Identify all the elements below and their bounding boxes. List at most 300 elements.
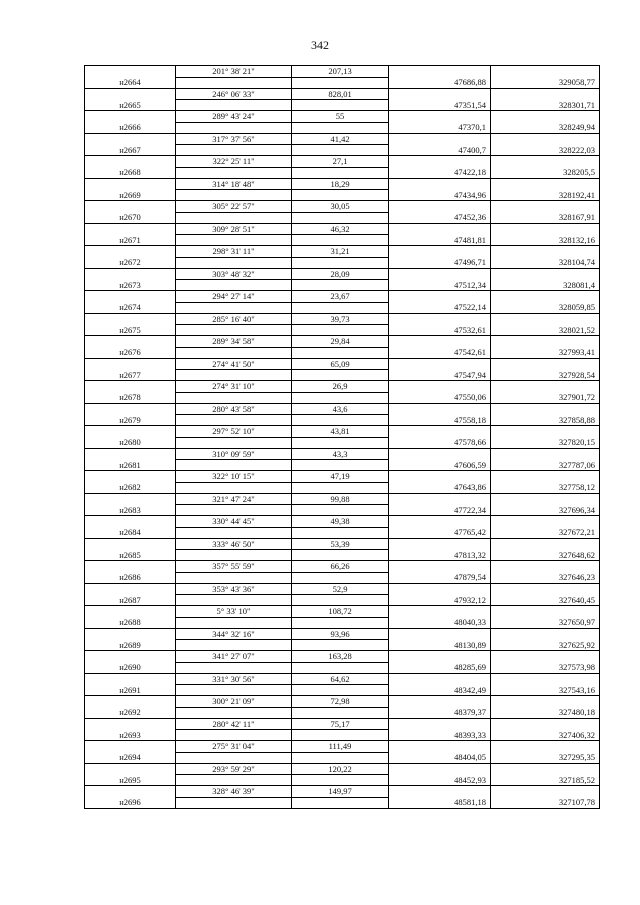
- y-coordinate-cell: 328249,94: [491, 122, 600, 133]
- distance-cell: 28,09: [292, 268, 389, 280]
- distance-cell: [292, 167, 389, 178]
- point-cell: н2688: [85, 617, 176, 628]
- y-coordinate-cell: 328301,71: [491, 100, 600, 111]
- point-cell: [85, 651, 176, 663]
- y-coordinate-cell: 327928,54: [491, 370, 600, 381]
- point-cell: н2674: [85, 302, 176, 313]
- angle-cell: [176, 640, 292, 651]
- x-coordinate-cell: [389, 606, 491, 618]
- distance-cell: [292, 730, 389, 741]
- segment-row: [85, 268, 600, 280]
- y-coordinate-cell: 328167,91: [491, 212, 600, 223]
- y-coordinate-cell: 327696,34: [491, 505, 600, 516]
- angle-cell: [176, 662, 292, 673]
- angle-cell: [176, 617, 292, 628]
- distance-cell: 93,96: [292, 628, 389, 640]
- segment-row: [85, 88, 600, 100]
- point-row: [85, 167, 600, 178]
- point-cell: н2672: [85, 257, 176, 268]
- y-coordinate-cell: [491, 673, 600, 685]
- distance-cell: 23,67: [292, 291, 389, 303]
- distance-cell: 47,19: [292, 471, 389, 483]
- point-cell: [85, 133, 176, 145]
- point-cell: [85, 268, 176, 280]
- x-coordinate-cell: [389, 628, 491, 640]
- y-coordinate-cell: 327858,88: [491, 415, 600, 426]
- point-cell: н2675: [85, 325, 176, 336]
- x-coordinate-cell: [389, 763, 491, 775]
- distance-cell: [292, 415, 389, 426]
- x-coordinate-cell: 48379,37: [389, 707, 491, 718]
- point-cell: н2696: [85, 797, 176, 808]
- point-cell: н2676: [85, 347, 176, 358]
- segment-row: [85, 696, 600, 708]
- angle-cell: [176, 707, 292, 718]
- point-cell: н2682: [85, 482, 176, 493]
- angle-cell: [176, 437, 292, 448]
- x-coordinate-cell: [389, 651, 491, 663]
- angle-cell: 201° 38' 21": [176, 66, 292, 78]
- segment-row: [85, 313, 600, 325]
- point-cell: н2665: [85, 100, 176, 111]
- segment-row: [85, 246, 600, 258]
- x-coordinate-cell: 48285,69: [389, 662, 491, 673]
- y-coordinate-cell: 328104,74: [491, 257, 600, 268]
- segment-row: [85, 651, 600, 663]
- point-cell: [85, 763, 176, 775]
- x-coordinate-cell: [389, 786, 491, 798]
- y-coordinate-cell: [491, 786, 600, 798]
- distance-cell: [292, 797, 389, 808]
- point-cell: [85, 606, 176, 618]
- point-row: [85, 505, 600, 516]
- angle-cell: [176, 257, 292, 268]
- y-coordinate-cell: 328132,16: [491, 235, 600, 246]
- angle-cell: [176, 550, 292, 561]
- distance-cell: [292, 617, 389, 628]
- distance-cell: [292, 280, 389, 291]
- y-coordinate-cell: 327787,06: [491, 460, 600, 471]
- point-cell: н2692: [85, 707, 176, 718]
- point-cell: [85, 156, 176, 168]
- segment-row: [85, 718, 600, 730]
- y-coordinate-cell: [491, 403, 600, 415]
- distance-cell: [292, 640, 389, 651]
- angle-cell: [176, 415, 292, 426]
- point-cell: [85, 493, 176, 505]
- distance-cell: 43,81: [292, 426, 389, 438]
- point-row: [85, 280, 600, 291]
- distance-cell: 207,13: [292, 66, 389, 78]
- angle-cell: 321° 47' 24": [176, 493, 292, 505]
- angle-cell: 274° 31' 10": [176, 381, 292, 393]
- angle-cell: [176, 347, 292, 358]
- angle-cell: [176, 685, 292, 696]
- segment-row: [85, 561, 600, 573]
- angle-cell: 333° 46' 50": [176, 538, 292, 550]
- angle-cell: 289° 43' 24": [176, 111, 292, 123]
- distance-cell: 65,09: [292, 358, 389, 370]
- segment-row: [85, 606, 600, 618]
- point-row: [85, 437, 600, 448]
- point-cell: н2666: [85, 122, 176, 133]
- segment-row: [85, 741, 600, 753]
- angle-cell: [176, 797, 292, 808]
- distance-cell: [292, 392, 389, 403]
- y-coordinate-cell: [491, 111, 600, 123]
- point-row: [85, 707, 600, 718]
- distance-cell: [292, 595, 389, 606]
- point-cell: [85, 718, 176, 730]
- point-cell: н2684: [85, 527, 176, 538]
- y-coordinate-cell: 328192,41: [491, 190, 600, 201]
- y-coordinate-cell: 327406,32: [491, 730, 600, 741]
- distance-cell: 52,9: [292, 583, 389, 595]
- x-coordinate-cell: [389, 381, 491, 393]
- y-coordinate-cell: [491, 628, 600, 640]
- point-cell: [85, 66, 176, 78]
- point-row: [85, 595, 600, 606]
- point-cell: н2667: [85, 145, 176, 156]
- y-coordinate-cell: 328059,85: [491, 302, 600, 313]
- x-coordinate-cell: 47532,61: [389, 325, 491, 336]
- y-coordinate-cell: 327993,41: [491, 347, 600, 358]
- distance-cell: [292, 190, 389, 201]
- segment-row: [85, 763, 600, 775]
- distance-cell: 30,05: [292, 201, 389, 213]
- x-coordinate-cell: 47434,96: [389, 190, 491, 201]
- point-cell: [85, 336, 176, 348]
- x-coordinate-cell: 48342,49: [389, 685, 491, 696]
- angle-cell: 293° 59' 29": [176, 763, 292, 775]
- angle-cell: 300° 21' 09": [176, 696, 292, 708]
- x-coordinate-cell: 47351,54: [389, 100, 491, 111]
- y-coordinate-cell: [491, 493, 600, 505]
- x-coordinate-cell: 47578,66: [389, 437, 491, 448]
- segment-row: [85, 156, 600, 168]
- angle-cell: [176, 280, 292, 291]
- point-cell: н2686: [85, 572, 176, 583]
- distance-cell: [292, 775, 389, 786]
- x-coordinate-cell: 47422,18: [389, 167, 491, 178]
- distance-cell: 29,84: [292, 336, 389, 348]
- segment-row: [85, 403, 600, 415]
- point-row: [85, 347, 600, 358]
- x-coordinate-cell: [389, 516, 491, 528]
- x-coordinate-cell: 47400,7: [389, 145, 491, 156]
- point-cell: [85, 516, 176, 528]
- y-coordinate-cell: 327758,12: [491, 482, 600, 493]
- y-coordinate-cell: 327480,18: [491, 707, 600, 718]
- y-coordinate-cell: [491, 471, 600, 483]
- distance-cell: [292, 302, 389, 313]
- distance-cell: [292, 550, 389, 561]
- angle-cell: [176, 145, 292, 156]
- point-row: [85, 325, 600, 336]
- angle-cell: 280° 42' 11": [176, 718, 292, 730]
- segment-row: [85, 448, 600, 460]
- y-coordinate-cell: [491, 448, 600, 460]
- distance-cell: [292, 505, 389, 516]
- y-coordinate-cell: 328222,03: [491, 145, 600, 156]
- x-coordinate-cell: [389, 178, 491, 190]
- x-coordinate-cell: [389, 448, 491, 460]
- x-coordinate-cell: [389, 291, 491, 303]
- x-coordinate-cell: 47558,18: [389, 415, 491, 426]
- point-cell: н2685: [85, 550, 176, 561]
- x-coordinate-cell: [389, 741, 491, 753]
- angle-cell: 317° 37' 56": [176, 133, 292, 145]
- distance-cell: 55: [292, 111, 389, 123]
- point-cell: н2669: [85, 190, 176, 201]
- y-coordinate-cell: [491, 313, 600, 325]
- distance-cell: 18,29: [292, 178, 389, 190]
- x-coordinate-cell: 47370,1: [389, 122, 491, 133]
- point-cell: н2671: [85, 235, 176, 246]
- segment-row: [85, 471, 600, 483]
- angle-cell: [176, 730, 292, 741]
- distance-cell: [292, 145, 389, 156]
- distance-cell: [292, 707, 389, 718]
- x-coordinate-cell: [389, 561, 491, 573]
- angle-cell: 274° 41' 50": [176, 358, 292, 370]
- point-cell: [85, 381, 176, 393]
- segment-row: [85, 66, 600, 78]
- distance-cell: 75,17: [292, 718, 389, 730]
- angle-cell: 280° 43' 58": [176, 403, 292, 415]
- y-coordinate-cell: 327901,72: [491, 392, 600, 403]
- angle-cell: 330° 44' 45": [176, 516, 292, 528]
- y-coordinate-cell: [491, 88, 600, 100]
- angle-cell: [176, 527, 292, 538]
- point-row: [85, 797, 600, 808]
- x-coordinate-cell: 47496,71: [389, 257, 491, 268]
- y-coordinate-cell: [491, 336, 600, 348]
- segment-row: [85, 336, 600, 348]
- y-coordinate-cell: [491, 246, 600, 258]
- point-cell: [85, 786, 176, 798]
- x-coordinate-cell: [389, 696, 491, 708]
- point-cell: [85, 223, 176, 235]
- y-coordinate-cell: [491, 718, 600, 730]
- point-row: [85, 550, 600, 561]
- distance-cell: 99,88: [292, 493, 389, 505]
- x-coordinate-cell: [389, 426, 491, 438]
- y-coordinate-cell: 327650,97: [491, 617, 600, 628]
- point-cell: [85, 673, 176, 685]
- x-coordinate-cell: [389, 246, 491, 258]
- y-coordinate-cell: 327640,45: [491, 595, 600, 606]
- point-row: [85, 415, 600, 426]
- y-coordinate-cell: [491, 561, 600, 573]
- y-coordinate-cell: 327646,23: [491, 572, 600, 583]
- distance-cell: [292, 235, 389, 246]
- distance-cell: 27,1: [292, 156, 389, 168]
- point-row: [85, 662, 600, 673]
- angle-cell: [176, 235, 292, 246]
- segment-row: [85, 516, 600, 528]
- y-coordinate-cell: [491, 223, 600, 235]
- x-coordinate-cell: [389, 718, 491, 730]
- x-coordinate-cell: 47765,42: [389, 527, 491, 538]
- angle-cell: 289° 34' 58": [176, 336, 292, 348]
- x-coordinate-cell: [389, 403, 491, 415]
- y-coordinate-cell: [491, 201, 600, 213]
- x-coordinate-cell: [389, 538, 491, 550]
- angle-cell: [176, 100, 292, 111]
- angle-cell: [176, 190, 292, 201]
- x-coordinate-cell: [389, 471, 491, 483]
- x-coordinate-cell: [389, 88, 491, 100]
- segment-row: [85, 178, 600, 190]
- x-coordinate-cell: 47512,34: [389, 280, 491, 291]
- x-coordinate-cell: 48130,89: [389, 640, 491, 651]
- x-coordinate-cell: 47932,12: [389, 595, 491, 606]
- point-row: [85, 775, 600, 786]
- y-coordinate-cell: [491, 741, 600, 753]
- point-row: [85, 370, 600, 381]
- point-cell: [85, 696, 176, 708]
- distance-cell: 53,39: [292, 538, 389, 550]
- y-coordinate-cell: [491, 426, 600, 438]
- x-coordinate-cell: [389, 673, 491, 685]
- segment-row: [85, 493, 600, 505]
- x-coordinate-cell: [389, 268, 491, 280]
- distance-cell: [292, 437, 389, 448]
- point-cell: [85, 313, 176, 325]
- coordinates-table: [84, 65, 600, 809]
- point-cell: [85, 201, 176, 213]
- angle-cell: [176, 392, 292, 403]
- y-coordinate-cell: 327625,92: [491, 640, 600, 651]
- x-coordinate-cell: [389, 358, 491, 370]
- angle-cell: 309° 28' 51": [176, 223, 292, 235]
- segment-row: [85, 291, 600, 303]
- distance-cell: 43,3: [292, 448, 389, 460]
- distance-cell: 111,49: [292, 741, 389, 753]
- distance-cell: [292, 572, 389, 583]
- distance-cell: 828,01: [292, 88, 389, 100]
- angle-cell: [176, 325, 292, 336]
- x-coordinate-cell: 48404,05: [389, 752, 491, 763]
- distance-cell: 163,28: [292, 651, 389, 663]
- x-coordinate-cell: 47481,81: [389, 235, 491, 246]
- x-coordinate-cell: [389, 493, 491, 505]
- angle-cell: [176, 505, 292, 516]
- distance-cell: 39,73: [292, 313, 389, 325]
- segment-row: [85, 111, 600, 123]
- segment-row: [85, 201, 600, 213]
- y-coordinate-cell: [491, 763, 600, 775]
- x-coordinate-cell: [389, 133, 491, 145]
- point-cell: н2694: [85, 752, 176, 763]
- x-coordinate-cell: [389, 583, 491, 595]
- point-cell: н2693: [85, 730, 176, 741]
- segment-row: [85, 381, 600, 393]
- point-cell: [85, 111, 176, 123]
- angle-cell: 357° 55' 59": [176, 561, 292, 573]
- point-row: [85, 685, 600, 696]
- point-row: [85, 617, 600, 628]
- point-cell: [85, 538, 176, 550]
- distance-cell: 31,21: [292, 246, 389, 258]
- point-cell: н2677: [85, 370, 176, 381]
- distance-cell: [292, 662, 389, 673]
- distance-cell: 46,32: [292, 223, 389, 235]
- y-coordinate-cell: 327820,15: [491, 437, 600, 448]
- y-coordinate-cell: [491, 358, 600, 370]
- point-cell: н2683: [85, 505, 176, 516]
- distance-cell: [292, 482, 389, 493]
- angle-cell: 275° 31' 04": [176, 741, 292, 753]
- angle-cell: 331° 30' 56": [176, 673, 292, 685]
- angle-cell: [176, 167, 292, 178]
- point-row: [85, 392, 600, 403]
- y-coordinate-cell: 327573,98: [491, 662, 600, 673]
- distance-cell: [292, 122, 389, 133]
- point-cell: [85, 426, 176, 438]
- angle-cell: 344° 32' 16": [176, 628, 292, 640]
- y-coordinate-cell: 327648,62: [491, 550, 600, 561]
- x-coordinate-cell: [389, 111, 491, 123]
- angle-cell: [176, 482, 292, 493]
- y-coordinate-cell: 327185,52: [491, 775, 600, 786]
- point-cell: [85, 448, 176, 460]
- point-cell: [85, 561, 176, 573]
- point-cell: н2673: [85, 280, 176, 291]
- y-coordinate-cell: 328021,52: [491, 325, 600, 336]
- y-coordinate-cell: [491, 381, 600, 393]
- x-coordinate-cell: 48452,93: [389, 775, 491, 786]
- point-cell: н2670: [85, 212, 176, 223]
- x-coordinate-cell: 47522,14: [389, 302, 491, 313]
- point-cell: [85, 403, 176, 415]
- point-row: [85, 572, 600, 583]
- segment-row: [85, 786, 600, 798]
- point-row: [85, 122, 600, 133]
- angle-cell: 310° 09' 59": [176, 448, 292, 460]
- y-coordinate-cell: [491, 156, 600, 168]
- point-cell: н2695: [85, 775, 176, 786]
- angle-cell: [176, 122, 292, 133]
- angle-cell: 294° 27' 14": [176, 291, 292, 303]
- x-coordinate-cell: 47547,94: [389, 370, 491, 381]
- angle-cell: 246° 06' 33": [176, 88, 292, 100]
- x-coordinate-cell: 47722,34: [389, 505, 491, 516]
- x-coordinate-cell: 47643,86: [389, 482, 491, 493]
- y-coordinate-cell: 329058,77: [491, 77, 600, 88]
- point-cell: [85, 628, 176, 640]
- y-coordinate-cell: 327295,35: [491, 752, 600, 763]
- point-row: [85, 190, 600, 201]
- point-row: [85, 257, 600, 268]
- point-row: [85, 302, 600, 313]
- x-coordinate-cell: [389, 156, 491, 168]
- x-coordinate-cell: 47542,61: [389, 347, 491, 358]
- point-cell: н2668: [85, 167, 176, 178]
- segment-row: [85, 223, 600, 235]
- point-cell: [85, 583, 176, 595]
- segment-row: [85, 426, 600, 438]
- segment-row: [85, 133, 600, 145]
- distance-cell: [292, 347, 389, 358]
- point-row: [85, 640, 600, 651]
- x-coordinate-cell: 47879,54: [389, 572, 491, 583]
- angle-cell: [176, 302, 292, 313]
- y-coordinate-cell: 327107,78: [491, 797, 600, 808]
- x-coordinate-cell: [389, 336, 491, 348]
- angle-cell: [176, 77, 292, 88]
